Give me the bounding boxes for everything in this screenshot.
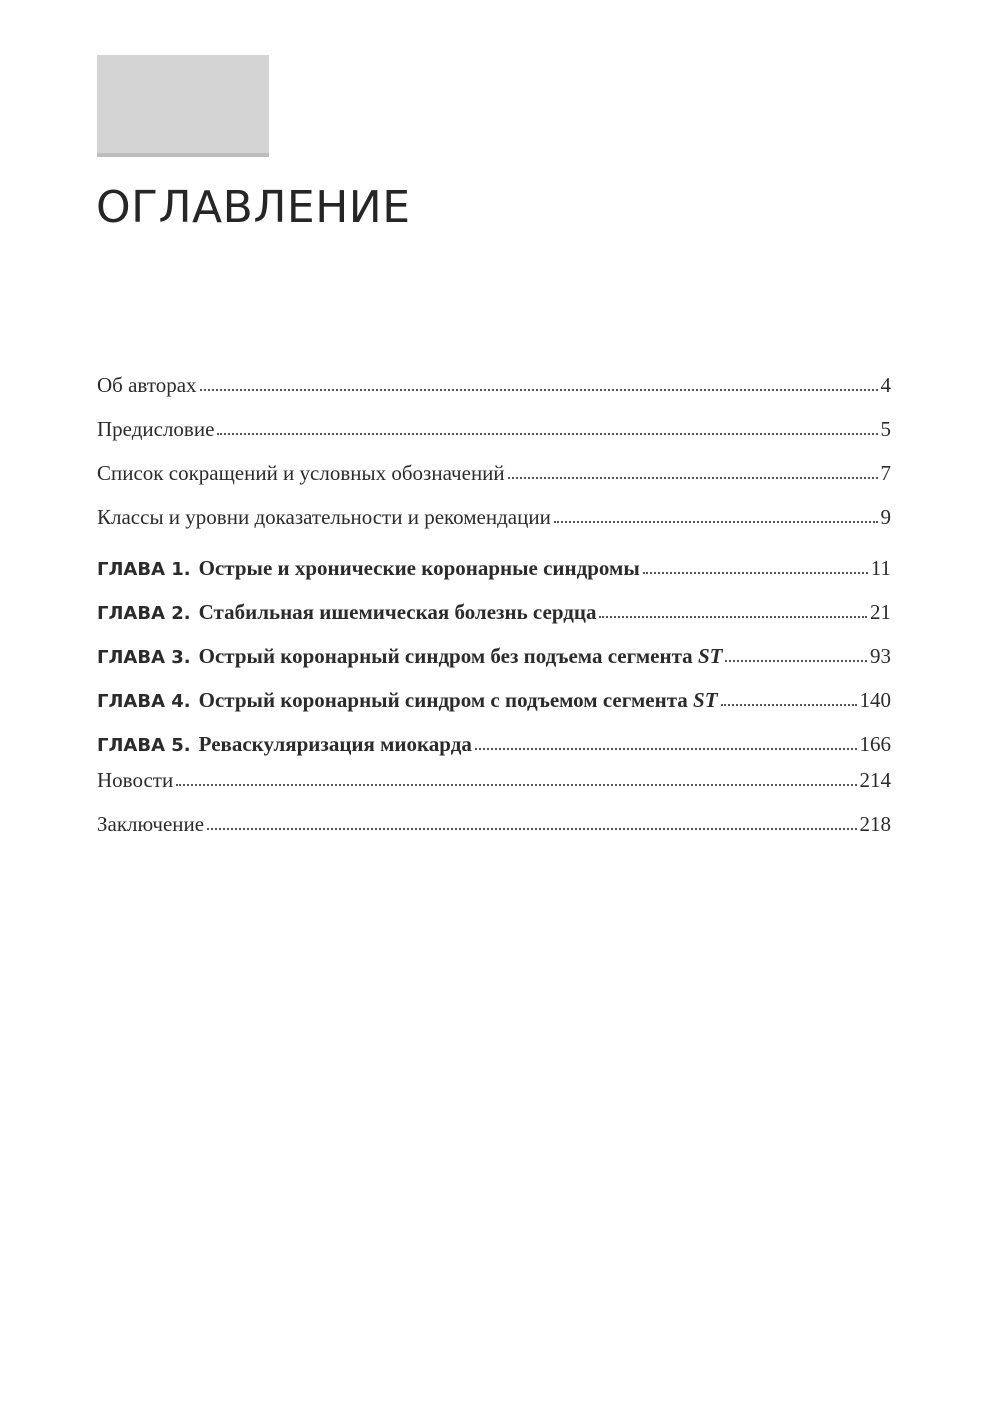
toc-page-number: 21 [870,600,891,624]
toc-leader-dots [643,572,868,574]
toc-page-number: 218 [859,812,891,836]
toc-entry-title: Об авторах [97,373,197,397]
toc-entry-title [199,688,718,713]
toc-entry-title: Новости [97,768,174,792]
toc-entry-chapter-3[interactable] [97,637,891,669]
header-decoration-underline [97,153,269,157]
toc-entry-conclusion[interactable] [97,805,891,837]
toc-entry-title: Острые и хронические коронарные синдромы [198,556,640,580]
toc-page-number: 214 [859,768,891,792]
toc-leader-dots [725,660,867,662]
toc-entry-chapter-4[interactable] [97,681,891,713]
toc-entry-title: Классы и уровни доказательности и рекомендации [97,505,551,529]
toc-entry-preface[interactable] [97,410,891,442]
toc-chapter-label: ГЛАВА 5. [97,735,191,756]
toc-entry-title-text: Острый коронарный синдром с подъемом сегмента [198,688,694,712]
toc-chapter-label: ГЛАВА 4. [97,691,191,712]
toc-entry-title-italic: ST [693,688,718,712]
toc-entry-chapter-5[interactable] [97,725,891,757]
header-decoration-block [97,55,269,153]
toc-page-number: 7 [880,461,891,485]
toc-leader-dots [721,704,857,706]
toc-entry-chapter-1[interactable] [97,549,891,581]
toc-page-number: 9 [880,505,891,529]
toc-leader-dots [176,784,856,786]
toc-entry-title-italic: ST [697,644,723,668]
toc-leader-dots [599,616,867,618]
toc-page-number: 4 [880,373,891,397]
toc-entry-title [199,644,723,669]
toc-page-number: 5 [880,417,891,441]
toc-entry-chapter-2[interactable] [97,593,891,625]
toc-entry-news[interactable] [97,761,891,793]
toc-chapter-label: ГЛАВА 1. [97,559,191,580]
toc-page-number: 166 [859,732,891,756]
toc-entry-title: Список сокращений и условных обозначений [97,461,505,485]
toc-leader-dots [207,828,856,830]
toc-entry-title: Предисловие [97,417,215,441]
toc-leader-dots [217,433,877,435]
toc-entry-title-text: Острый коронарный синдром без подъема сегмента [198,644,698,668]
toc-leader-dots [200,389,878,391]
toc-entry-evidence-classes[interactable] [97,498,891,530]
toc-entry-about-authors[interactable] [97,366,891,398]
toc-page-number: 93 [870,644,891,668]
toc-leader-dots [554,521,878,523]
toc-entry-title: Заключение [97,812,205,836]
toc-leader-dots [475,748,857,750]
page-title: ОГЛАВЛЕНИЕ [96,182,411,233]
toc-leader-dots [508,477,878,479]
toc-entry-title: Реваскуляризация миокарда [198,732,472,756]
toc-entry-title: Стабильная ишемическая болезнь сердца [198,600,597,624]
toc-page-number: 140 [859,688,891,712]
toc-chapter-label: ГЛАВА 2. [97,603,191,624]
toc-chapter-label: ГЛАВА 3. [97,647,191,668]
toc-entry-abbreviations[interactable] [97,454,891,486]
toc-page-number: 11 [870,556,891,580]
